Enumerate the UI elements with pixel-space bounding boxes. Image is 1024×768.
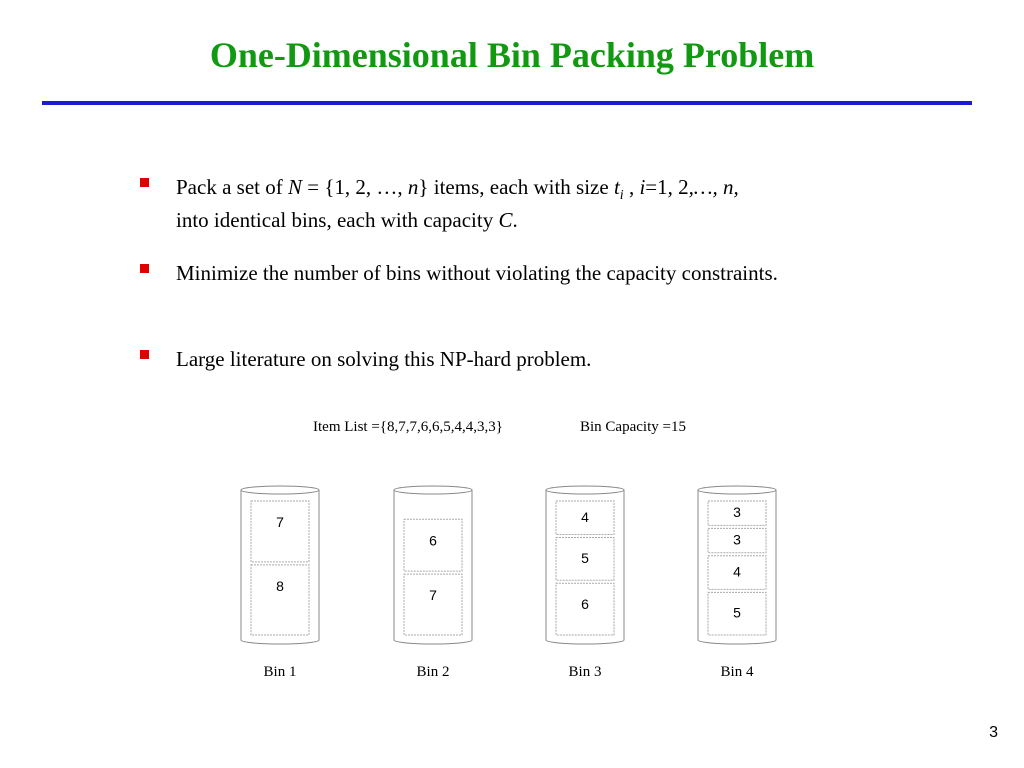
bin-label: Bin 3	[568, 664, 602, 680]
text-run: .	[512, 208, 518, 233]
var-t: t	[613, 175, 620, 199]
item-box	[251, 501, 309, 562]
var-i: i	[639, 175, 646, 199]
bin-rim	[698, 486, 776, 494]
text-run: into identical bins, each with capacity	[176, 208, 499, 233]
bin-rim	[241, 486, 319, 494]
item-size-label: 7	[276, 514, 284, 530]
subscript-i: i	[619, 188, 624, 204]
text-run: =1, 2	[645, 175, 689, 199]
var-N: N	[287, 175, 302, 199]
bin-capacity-caption: Bin Capacity =15	[580, 419, 686, 435]
item-size-label: 5	[733, 604, 741, 621]
item-size-label: 4	[733, 563, 741, 580]
text-run: Pack a set of	[176, 175, 288, 199]
item-box	[404, 574, 462, 635]
item-size-label: 3	[733, 504, 741, 521]
bullet-2-text: Minimize the number of bins without violating the capacity constraints.	[176, 261, 778, 285]
bin-rim	[394, 486, 472, 494]
bin-rim	[546, 486, 624, 494]
item-list-caption: Item List ={8,7,7,6,6,5,4,4,3,3}	[313, 419, 503, 435]
item-size-label: 5	[581, 549, 589, 566]
var-C: C	[498, 208, 513, 233]
item-size-label: 6	[429, 532, 437, 549]
text-run: } items, each with size	[418, 175, 614, 199]
text-run: ,	[623, 175, 640, 199]
page-number: 3	[989, 724, 998, 741]
bin-label: Bin 2	[416, 664, 450, 680]
item-size-label: 7	[429, 587, 437, 604]
bin-label: Bin 4	[720, 664, 754, 680]
item-box	[251, 565, 309, 635]
text-run-italic: ,…, n,	[688, 175, 739, 199]
item-size-label: 3	[733, 531, 741, 548]
item-size-label: 4	[581, 508, 589, 525]
bin-label: Bin 1	[263, 664, 297, 680]
bullet-3-text: Large literature on solving this NP-hard problem.	[176, 347, 592, 371]
slide-title: One-Dimensional Bin Packing Problem	[209, 35, 815, 75]
item-size-label: 6	[581, 596, 589, 613]
var-n: n	[407, 175, 419, 199]
item-size-label: 8	[276, 577, 284, 594]
text-run: = {1, 2, …,	[301, 175, 408, 199]
